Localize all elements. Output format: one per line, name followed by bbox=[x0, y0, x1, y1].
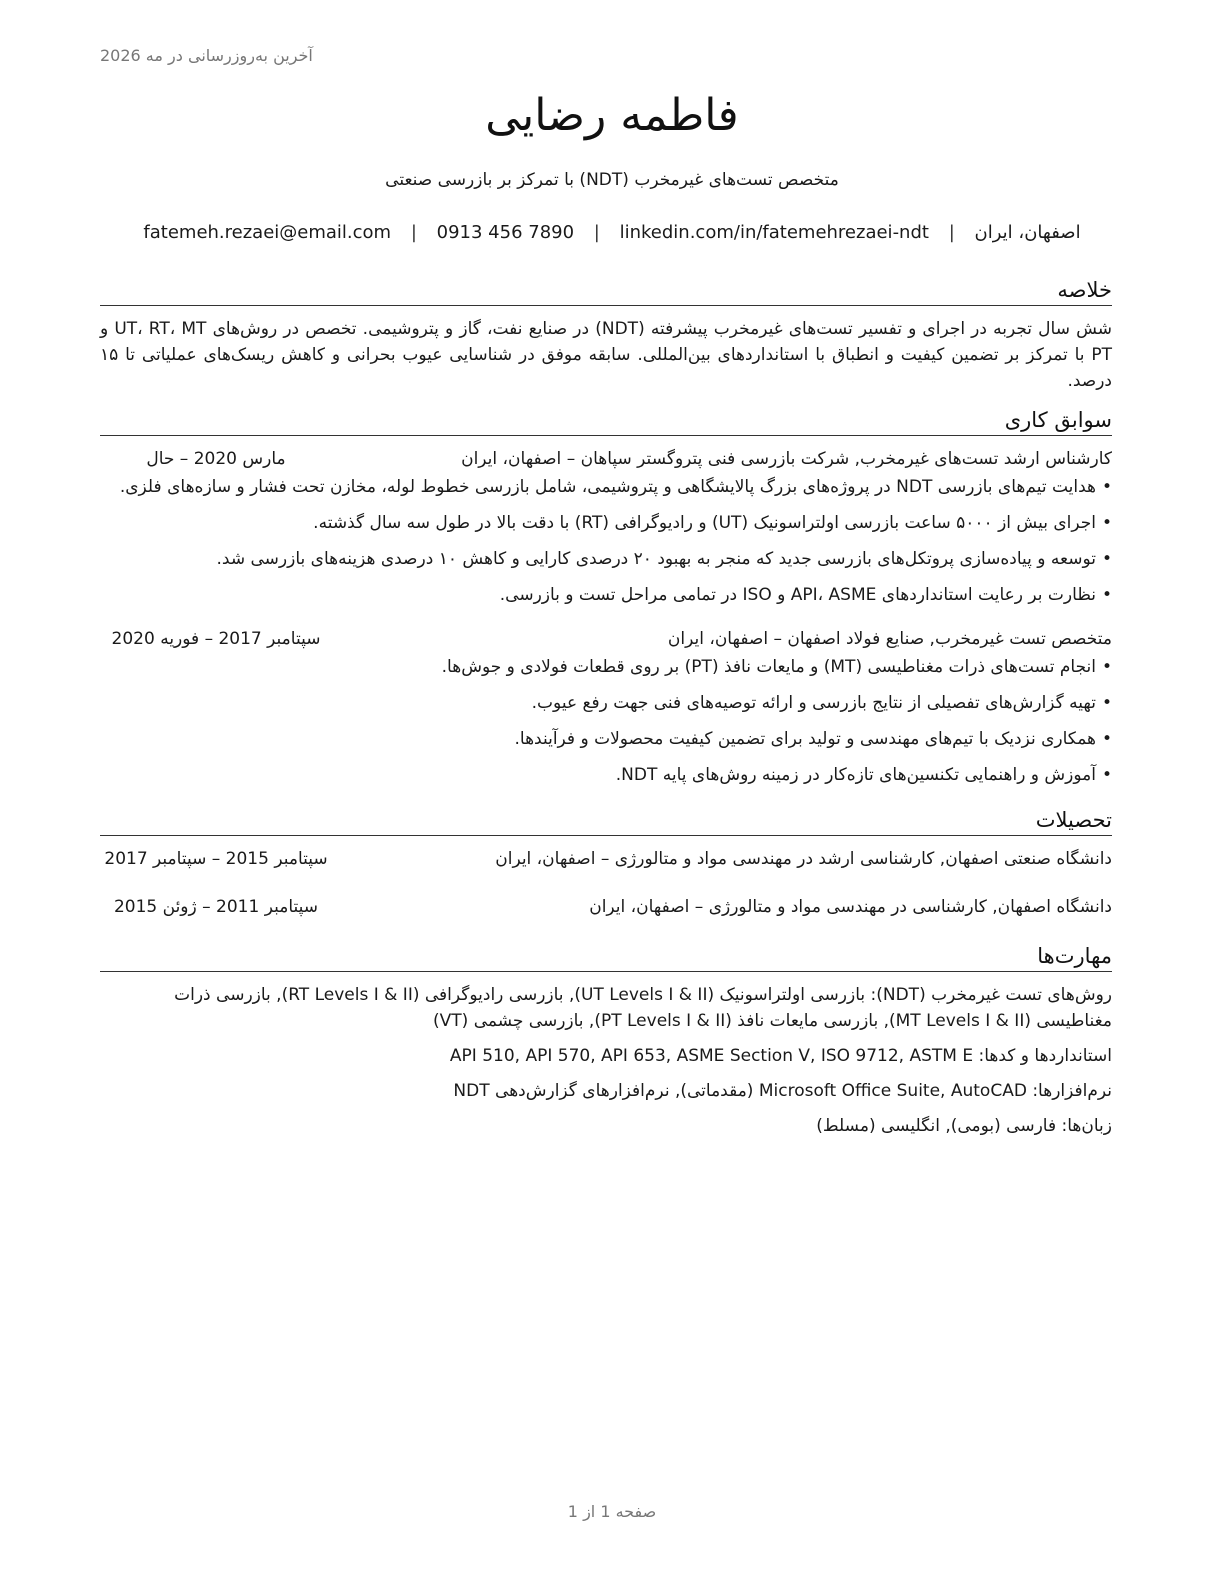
job-entry bbox=[100, 446, 1112, 608]
job-bullet bbox=[100, 510, 1112, 536]
job-bullets bbox=[100, 654, 1112, 788]
skill-line: استانداردها و کدها: API 510, API 570, API 653, ASME Section V, ISO 9712, ASTM E bbox=[449, 1046, 1112, 1066]
summary-text: شش سال تجربه در اجرای و تفسیر تست‌های غیرمخرب پیشرفته (NDT) در صنایع نفت، گاز و پتروشیمی. تخصص در روش‌های UT، RT، MT و PT با تمرکز بر تضمین کیفیت و انطباق با استانداردهای بین‌المللی. سابقه موفق در شناسایی عیوب بحرانی و کاهش ریسک‌های عملیاتی تا ۱۵ درصد. bbox=[100, 319, 1112, 391]
skill-line: نرم‌افزارها: Microsoft Office Suite, AutoCAD (مقدماتی), نرم‌افزارهای گزارش‌دهی NDT bbox=[453, 1081, 1112, 1101]
job-header bbox=[100, 626, 1112, 652]
job-bullet-text: اجرای بیش از ۵۰۰۰ ساعت بازرسی اولتراسونیک (UT) و رادیوگرافی (RT) با دقت بالا در طول سه سال گذشته. bbox=[313, 513, 1096, 533]
bullet-dot-icon: • bbox=[1101, 477, 1112, 497]
summary-heading: خلاصه bbox=[100, 276, 1112, 306]
skills-heading: مهارت‌ها bbox=[100, 942, 1112, 972]
job-bullet-text: تهیه گزارش‌های تفصیلی از نتایج بازرسی و ارائه توصیه‌های فنی جهت رفع عیوب. bbox=[531, 693, 1096, 713]
contact-email[interactable]: fatemeh.rezaei@email.com bbox=[143, 222, 392, 243]
candidate-name: فاطمه رضایی bbox=[485, 90, 739, 141]
skill-line: روش‌های تست غیرمخرب (NDT): بازرسی اولتراسونیک (UT Levels I & II), بازرسی رادیوگرافی (RT Levels I & II), بازرسی ذرات مغناطیسی (MT Levels I & II), بازرسی مایعات نافذ (PT Levels I & II), بازرسی چشمی (VT) bbox=[174, 985, 1112, 1031]
bullet-dot-icon: • bbox=[1101, 765, 1112, 785]
bullet-dot-icon: • bbox=[1101, 549, 1112, 569]
bullet-dot-icon: • bbox=[1101, 513, 1112, 533]
education-entry bbox=[100, 846, 1112, 872]
education-school: دانشگاه اصفهان, کارشناسی در مهندسی مواد و متالورژی – اصفهان، ایران bbox=[589, 897, 1112, 917]
job-bullet bbox=[100, 546, 1112, 572]
education-dates: سپتامبر 2015 – سپتامبر 2017 bbox=[104, 849, 328, 869]
job-entry bbox=[100, 626, 1112, 788]
job-bullet bbox=[100, 582, 1112, 608]
experience-heading: سوابق کاری bbox=[100, 406, 1112, 436]
job-bullet bbox=[100, 654, 1112, 680]
contact-phone[interactable]: 0913 456 7890 bbox=[436, 222, 575, 243]
bullet-dot-icon: • bbox=[1101, 585, 1112, 605]
job-bullet-text: انجام تست‌های ذرات مغناطیسی (MT) و مایعات نافذ (PT) بر روی قطعات فولادی و جوش‌ها. bbox=[441, 657, 1096, 677]
education-school: دانشگاه صنعتی اصفهان, کارشناسی ارشد در مهندسی مواد و متالورژی – اصفهان، ایران bbox=[495, 849, 1112, 869]
job-header bbox=[100, 446, 1112, 472]
resume-content bbox=[100, 276, 1112, 1148]
education-heading: تحصیلات bbox=[100, 806, 1112, 836]
candidate-title: متخصص تست‌های غیرمخرب (NDT) با تمرکز بر بازرسی صنعتی bbox=[385, 170, 839, 190]
job-role: متخصص تست غیرمخرب, صنایع فولاد اصفهان – اصفهان، ایران bbox=[667, 629, 1112, 649]
job-bullet-text: هدایت تیم‌های بازرسی NDT در پروژه‌های بزرگ پالایشگاهی و پتروشیمی، شامل بازرسی خطوط لوله، مخازن تحت فشار و سازه‌های فلزی. bbox=[119, 477, 1096, 497]
job-bullet bbox=[100, 474, 1112, 500]
education-dates: سپتامبر 2011 – ژوئن 2015 bbox=[113, 897, 319, 917]
bullet-dot-icon: • bbox=[1101, 729, 1112, 749]
job-bullet bbox=[100, 762, 1112, 788]
job-bullet-text: آموزش و راهنمایی تکنسین‌های تازه‌کار در زمینه روش‌های پایه NDT. bbox=[615, 765, 1096, 785]
job-role: کارشناس ارشد تست‌های غیرمخرب, شرکت بازرسی فنی پتروگستر سپاهان – اصفهان، ایران bbox=[461, 449, 1112, 469]
contact-linkedin[interactable]: linkedin.com/in/fatemehrezaei-ndt bbox=[619, 222, 929, 243]
contact-line bbox=[100, 222, 1124, 243]
job-bullet-text: توسعه و پیاده‌سازی پروتکل‌های بازرسی جدید که منجر به بهبود ۲۰ درصدی کارایی و کاهش ۱۰ درصدی هزینه‌های بازرسی شد. bbox=[216, 549, 1096, 569]
education-entry bbox=[100, 894, 1112, 920]
job-bullet-text: نظارت بر رعایت استانداردهای API، ASME و ISO در تمامی مراحل تست و بازرسی. bbox=[499, 585, 1096, 605]
job-bullets bbox=[100, 474, 1112, 608]
job-dates: مارس 2020 – حال bbox=[146, 449, 286, 469]
contact-separator: | bbox=[948, 222, 955, 243]
page-number: صفحه 1 از 1 bbox=[567, 1502, 657, 1521]
job-dates: سپتامبر 2017 – فوریه 2020 bbox=[111, 629, 321, 649]
last-updated-note: آخرین به‌روزرسانی در مه 2026 bbox=[100, 46, 313, 65]
bullet-dot-icon: • bbox=[1101, 693, 1112, 713]
contact-separator: | bbox=[410, 222, 417, 243]
bullet-dot-icon: • bbox=[1101, 657, 1112, 677]
job-bullet bbox=[100, 690, 1112, 716]
skill-line: زبان‌ها: فارسی (بومی), انگلیسی (مسلط) bbox=[816, 1116, 1112, 1136]
contact-location: اصفهان، ایران bbox=[974, 222, 1081, 243]
job-bullet bbox=[100, 726, 1112, 752]
contact-separator: | bbox=[593, 222, 600, 243]
job-bullet-text: همکاری نزدیک با تیم‌های مهندسی و تولید برای تضمین کیفیت محصولات و فرآیندها. bbox=[514, 729, 1096, 749]
